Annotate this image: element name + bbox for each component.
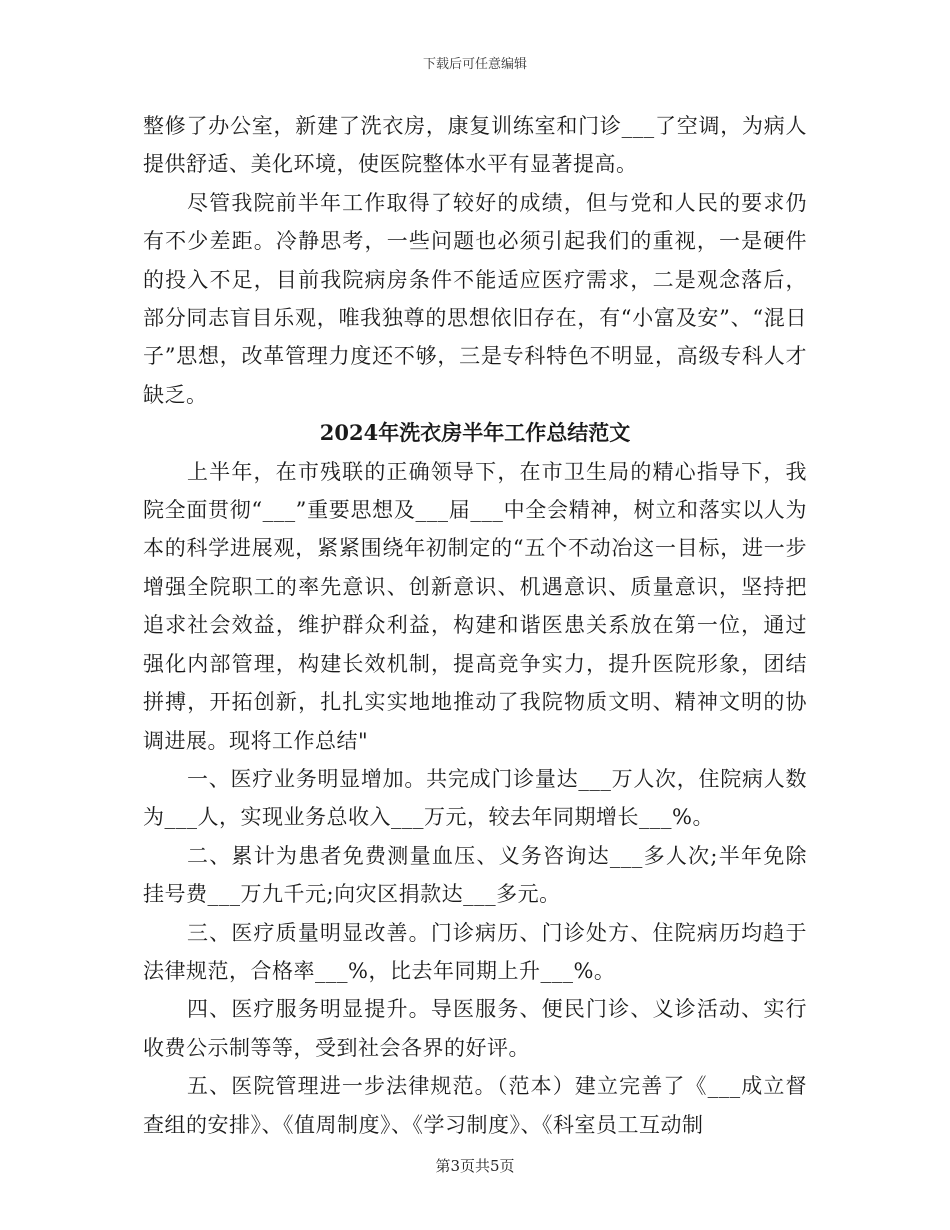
paragraph-2: 尽管我院前半年工作取得了较好的成绩，但与党和人民的要求仍有不少差距。冷静思考，一些问题也必须引起我们的重视，一是硬件的投入不足，目前我院病房条件不能适应医疗需求，二是观念落后，部分同志盲目乐观，唯我独尊的思想依旧存在，有“小富及安”、“混日子”思想，改革管理力度还不够，三是专科特色不明显，高级专科人才缺乏。 xyxy=(143,190,807,407)
paragraph-8: 五、医院管理进一步法律规范。（范本）建立完善了《___成立督查组的安排》、《值周制度》、《学习制度》、《科室员工互动制 xyxy=(143,1074,807,1137)
page-header: 下载后可任意编辑 xyxy=(422,57,527,72)
paragraph-3: 上半年，在市残联的正确领导下，在市卫生局的精心指导下，我院全面贯彻“___”重要思想及___届___中全会精神，树立和落实以人为本的科学进展观，紧紧围绕年初制定的“五个不动冶这一目标，进一步增强全院职工的率先意识、创新意识、机遇意识、质量意识，坚持把追求社会效益，维护群众利益，构建和谐医患关系放在第一位，通过强化内部管理，构建长效机制，提高竞争实力，提升医院形象，团结拼搏，开拓创新，扎扎实实地地推动了我院物质文明、精神文明的协调进展。现将工作总结" xyxy=(143,459,807,753)
document-body xyxy=(143,107,807,1144)
paragraph-1: 整修了办公室，新建了洗衣房，康复训练室和门诊___了空调，为病人提供舒适、美化环境，使医院整体水平有显著提高。 xyxy=(143,114,807,177)
paragraph-5: 二、累计为患者免费测量血压、义务咨询达___多人次;半年免除挂号费___万九千元;向灾区捐款达___多元。 xyxy=(143,843,807,907)
paragraph-7: 四、医疗服务明显提升。导医服务、便民门诊、义诊活动、实行收费公示制等等，受到社会各界的好评。 xyxy=(143,997,807,1060)
paragraph-4: 一、医疗业务明显增加。共完成门诊量达___万人次，住院病人数为___人，实现业务总收入___万元，较去年同期增长___%。 xyxy=(143,766,807,830)
page-footer: 第3页共5页 xyxy=(435,1157,515,1175)
section-title: 2024年洗衣房半年工作总结范文 xyxy=(319,420,631,446)
paragraph-6: 三、医疗质量明显改善。门诊病历、门诊处方、住院病历均趋于法律规范，合格率___%，比去年同期上升___%。 xyxy=(143,920,807,983)
